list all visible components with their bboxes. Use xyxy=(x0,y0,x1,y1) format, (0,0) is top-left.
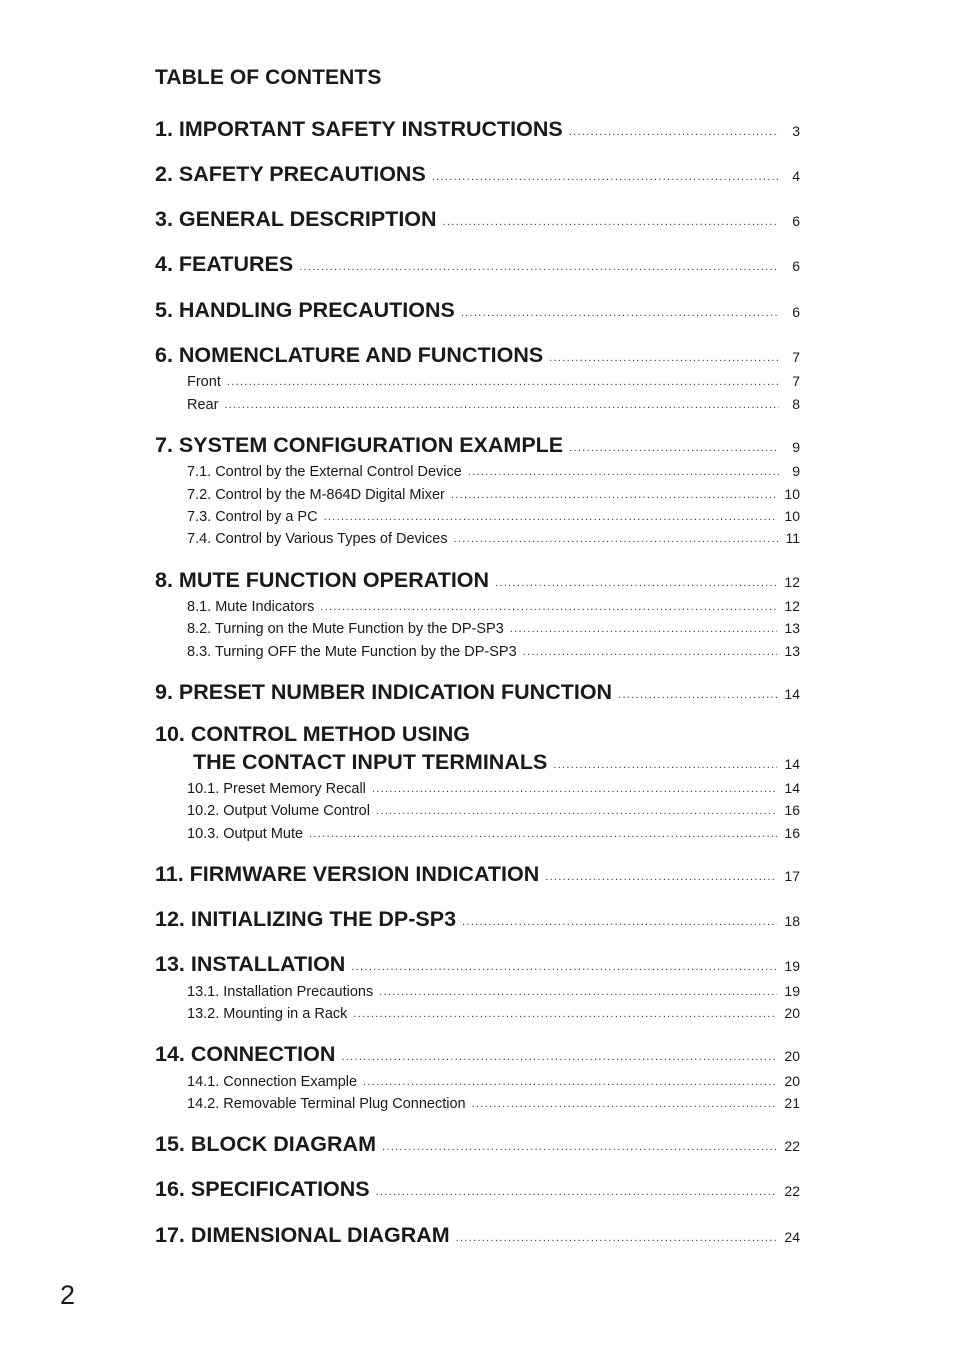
leader-dots xyxy=(309,829,777,840)
toc-entry-page: 20 xyxy=(784,1073,800,1089)
toc-entry[interactable] xyxy=(155,117,800,142)
toc-title: TABLE OF CONTENTS xyxy=(155,66,382,89)
toc-subentry[interactable] xyxy=(187,373,800,390)
toc-entry-label: 4. FEATURES xyxy=(155,252,294,276)
leader-dots xyxy=(454,534,779,545)
toc-entry-page: 22 xyxy=(784,1183,800,1199)
toc-entry-label: 15. BLOCK DIAGRAM xyxy=(155,1132,376,1156)
toc-entry-page: 14 xyxy=(784,686,800,702)
toc-subentry[interactable] xyxy=(187,508,800,525)
toc-entry-page: 22 xyxy=(784,1138,800,1154)
leader-dots xyxy=(341,1052,777,1063)
toc-entry-page: 6 xyxy=(792,258,800,274)
toc-entry[interactable] xyxy=(155,722,800,747)
toc-subentry[interactable] xyxy=(187,643,800,660)
toc-entry-page: 18 xyxy=(784,913,800,929)
leader-dots xyxy=(523,647,778,658)
toc-subentry[interactable] xyxy=(187,802,800,819)
toc-entry[interactable] xyxy=(155,1177,800,1202)
toc-subentry[interactable] xyxy=(187,463,800,480)
toc-entry-label: 11. FIRMWARE VERSION INDICATION xyxy=(155,862,540,886)
toc-entry-label: 7. SYSTEM CONFIGURATION EXAMPLE xyxy=(155,433,564,457)
toc-entry-label: 8.3. Turning OFF the Mute Function by the DP-SP3 xyxy=(187,644,517,660)
toc-entry[interactable] xyxy=(155,207,800,232)
toc-entry-page: 7 xyxy=(792,373,800,389)
toc-entry-label: THE CONTACT INPUT TERMINALS xyxy=(193,750,548,774)
toc-entry-page: 9 xyxy=(792,463,800,479)
leader-dots xyxy=(451,490,778,501)
toc-entry-label: 2. SAFETY PRECAUTIONS xyxy=(155,162,426,186)
leader-dots xyxy=(462,917,777,928)
toc-entry-label: 1. IMPORTANT SAFETY INSTRUCTIONS xyxy=(155,117,563,141)
toc-entry-page: 20 xyxy=(784,1048,800,1064)
toc-entry-label: 3. GENERAL DESCRIPTION xyxy=(155,207,437,231)
toc-entry[interactable] xyxy=(155,298,800,323)
toc-entry-label: 10.1. Preset Memory Recall xyxy=(187,781,366,797)
toc-entry-page: 12 xyxy=(784,598,800,614)
leader-dots xyxy=(495,578,777,589)
toc-subentry[interactable] xyxy=(187,396,800,413)
toc-subentry[interactable] xyxy=(187,1073,800,1090)
leader-dots xyxy=(549,353,779,364)
toc-entry-page: 14 xyxy=(784,756,800,772)
toc-entry[interactable] xyxy=(155,1042,800,1067)
toc-entry-page: 20 xyxy=(784,1005,800,1021)
toc-entry-page: 21 xyxy=(784,1095,800,1111)
toc-entry-page: 12 xyxy=(784,574,800,590)
toc-entry[interactable] xyxy=(155,1132,800,1157)
toc-entry-page: 3 xyxy=(792,123,800,139)
leader-dots xyxy=(363,1077,777,1088)
toc-entry[interactable] xyxy=(155,680,800,705)
toc-entry-label: 8.1. Mute Indicators xyxy=(187,599,315,615)
toc-entry-label: 7.1. Control by the External Control Device xyxy=(187,464,462,480)
leader-dots xyxy=(472,1099,778,1110)
toc-entry-page: 7 xyxy=(792,349,800,365)
toc-entry-label: 10. CONTROL METHOD USING xyxy=(155,722,470,746)
toc-entry-label: 14. CONNECTION xyxy=(155,1042,336,1066)
toc-entry-label: 17. DIMENSIONAL DIAGRAM xyxy=(155,1223,450,1247)
toc-subentry[interactable] xyxy=(187,486,800,503)
leader-dots xyxy=(443,217,779,228)
toc-entry-page: 10 xyxy=(784,486,800,502)
toc-entry-page: 6 xyxy=(792,213,800,229)
leader-dots xyxy=(324,512,778,523)
leader-dots xyxy=(461,308,779,319)
toc-subentry[interactable] xyxy=(187,1095,800,1112)
toc-entry-page: 17 xyxy=(784,868,800,884)
toc-entry-page: 13 xyxy=(784,620,800,636)
toc-entry-page: 6 xyxy=(792,304,800,320)
leader-dots xyxy=(379,987,777,998)
toc-entry-label: 13.1. Installation Precautions xyxy=(187,984,374,1000)
leader-dots xyxy=(372,784,778,795)
leader-dots xyxy=(432,172,779,183)
leader-dots xyxy=(299,262,779,273)
toc-entry-label: 7.3. Control by a PC xyxy=(187,509,318,525)
leader-dots xyxy=(224,400,779,411)
toc-subentry[interactable] xyxy=(187,780,800,797)
toc-entry-page: 8 xyxy=(792,396,800,412)
toc-subentry[interactable] xyxy=(187,598,800,615)
leader-dots xyxy=(569,443,779,454)
toc-entry-label: Rear xyxy=(187,397,219,413)
toc-entry-page: 19 xyxy=(784,958,800,974)
leader-dots xyxy=(351,962,777,973)
leader-dots xyxy=(320,602,777,613)
leader-dots xyxy=(376,806,777,817)
toc-entry-page: 11 xyxy=(785,530,800,546)
leader-dots xyxy=(510,624,778,635)
leader-dots xyxy=(618,690,777,701)
toc-entry[interactable] xyxy=(155,343,800,368)
toc-entry[interactable] xyxy=(155,568,800,593)
toc-entry-label: 7.4. Control by Various Types of Devices xyxy=(187,531,448,547)
toc-subentry[interactable] xyxy=(187,620,800,637)
toc-entry-label: 9. PRESET NUMBER INDICATION FUNCTION xyxy=(155,680,613,704)
toc-entry-label: 5. HANDLING PRECAUTIONS xyxy=(155,298,455,322)
toc-entry-label: 8. MUTE FUNCTION OPERATION xyxy=(155,568,490,592)
toc-entry-label: 6. NOMENCLATURE AND FUNCTIONS xyxy=(155,343,544,367)
toc-entry-label: 14.2. Removable Terminal Plug Connection xyxy=(187,1096,466,1112)
leader-dots xyxy=(545,872,777,883)
toc-entry[interactable] xyxy=(155,952,800,977)
toc-entry-label: 13. INSTALLATION xyxy=(155,952,346,976)
toc-entry-label: 16. SPECIFICATIONS xyxy=(155,1177,370,1201)
toc-entry[interactable] xyxy=(155,162,800,187)
toc-entry-label: 8.2. Turning on the Mute Function by the DP-SP3 xyxy=(187,621,504,637)
toc-entry-page: 24 xyxy=(784,1229,800,1245)
toc-subentry[interactable] xyxy=(187,530,800,547)
toc-entry[interactable] xyxy=(155,252,800,277)
toc-entry[interactable] xyxy=(155,1223,800,1248)
toc-entry-label: Front xyxy=(187,374,221,390)
toc-entry-page: 16 xyxy=(784,825,800,841)
toc-entry-continuation[interactable] xyxy=(193,750,800,775)
toc-entry-label: 14.1. Connection Example xyxy=(187,1074,358,1090)
toc-entry-page: 19 xyxy=(784,983,800,999)
leader-dots xyxy=(353,1009,777,1020)
leader-dots xyxy=(227,377,779,388)
toc-entry-page: 4 xyxy=(792,168,800,184)
toc-entry[interactable] xyxy=(155,433,800,458)
toc-entry[interactable] xyxy=(155,907,800,932)
toc-entry-page: 13 xyxy=(784,643,800,659)
toc-entry[interactable] xyxy=(155,862,800,887)
toc-entry-label: 12. INITIALIZING THE DP-SP3 xyxy=(155,907,457,931)
leader-dots xyxy=(376,1187,778,1198)
toc-entry-page: 10 xyxy=(784,508,800,524)
leader-dots xyxy=(553,760,777,771)
leader-dots xyxy=(468,467,779,478)
page-number: 2 xyxy=(60,1280,76,1310)
toc-subentry[interactable] xyxy=(187,1005,800,1022)
toc-subentry[interactable] xyxy=(187,825,800,842)
leader-dots xyxy=(382,1142,777,1153)
toc-subentry[interactable] xyxy=(187,983,800,1000)
leader-dots xyxy=(569,127,779,138)
toc-entry-page: 9 xyxy=(792,439,800,455)
toc-entry-label: 10.3. Output Mute xyxy=(187,826,304,842)
toc-entry-label: 10.2. Output Volume Control xyxy=(187,803,370,819)
toc-entry-label: 7.2. Control by the M-864D Digital Mixer xyxy=(187,487,445,503)
toc-entry-page: 14 xyxy=(784,780,800,796)
toc-entry-page: 16 xyxy=(784,802,800,818)
toc-entry-label: 13.2. Mounting in a Rack xyxy=(187,1006,348,1022)
leader-dots xyxy=(456,1233,778,1244)
